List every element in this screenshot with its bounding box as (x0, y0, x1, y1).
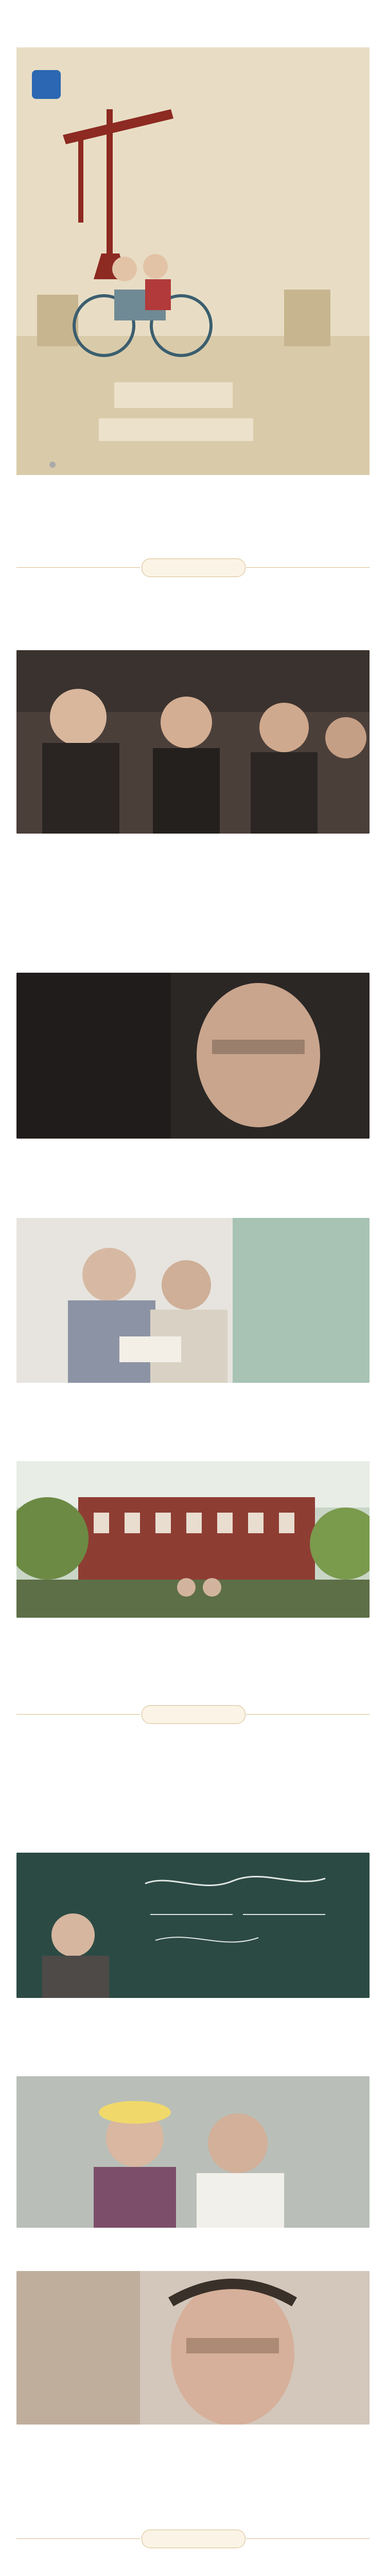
paragraph-13 (16, 2558, 370, 2576)
paragraph-8 (16, 1734, 370, 1787)
section-rule-left (16, 567, 140, 568)
section-title-3 (142, 2530, 245, 2548)
paragraph-9 (16, 1793, 370, 1845)
paragraph-6 (16, 1401, 370, 1454)
section-title-2 (142, 1705, 245, 1724)
section-header-1 (0, 556, 386, 579)
section-rule-left (16, 2538, 140, 2539)
paragraph-7 (16, 1636, 370, 1689)
photo-women-portrait (16, 2076, 370, 2228)
section-rule-right (246, 1714, 370, 1715)
channel-logo (32, 70, 61, 99)
section-header-2 (0, 1703, 386, 1726)
intro-text (16, 4, 370, 39)
photo-elderly-woman-closeup (16, 2271, 370, 2425)
paragraph-2 (16, 587, 370, 640)
paragraph-5 (16, 1157, 370, 1210)
photo-elderly-man-closeup (16, 973, 370, 1139)
section-rule-left (16, 1714, 140, 1715)
paragraph-4 (16, 912, 370, 963)
photo-couple-reading (16, 1218, 370, 1383)
section-rule-right (246, 567, 370, 568)
photo-elderly-singers (16, 650, 370, 834)
paragraph-3 (16, 853, 370, 906)
photo-campus-building (16, 1461, 370, 1618)
section-title-1 (142, 558, 245, 577)
photo-chalkboard-lecture (16, 1853, 370, 1998)
poster-artwork (16, 47, 370, 475)
paragraph-1 (16, 489, 370, 541)
section-header-3 (0, 2528, 386, 2550)
paragraph-11 (16, 2246, 370, 2264)
paragraph-10 (16, 2016, 370, 2069)
section-rule-right (246, 2538, 370, 2539)
poster-image (16, 47, 370, 475)
paragraph-12 (16, 2443, 370, 2513)
